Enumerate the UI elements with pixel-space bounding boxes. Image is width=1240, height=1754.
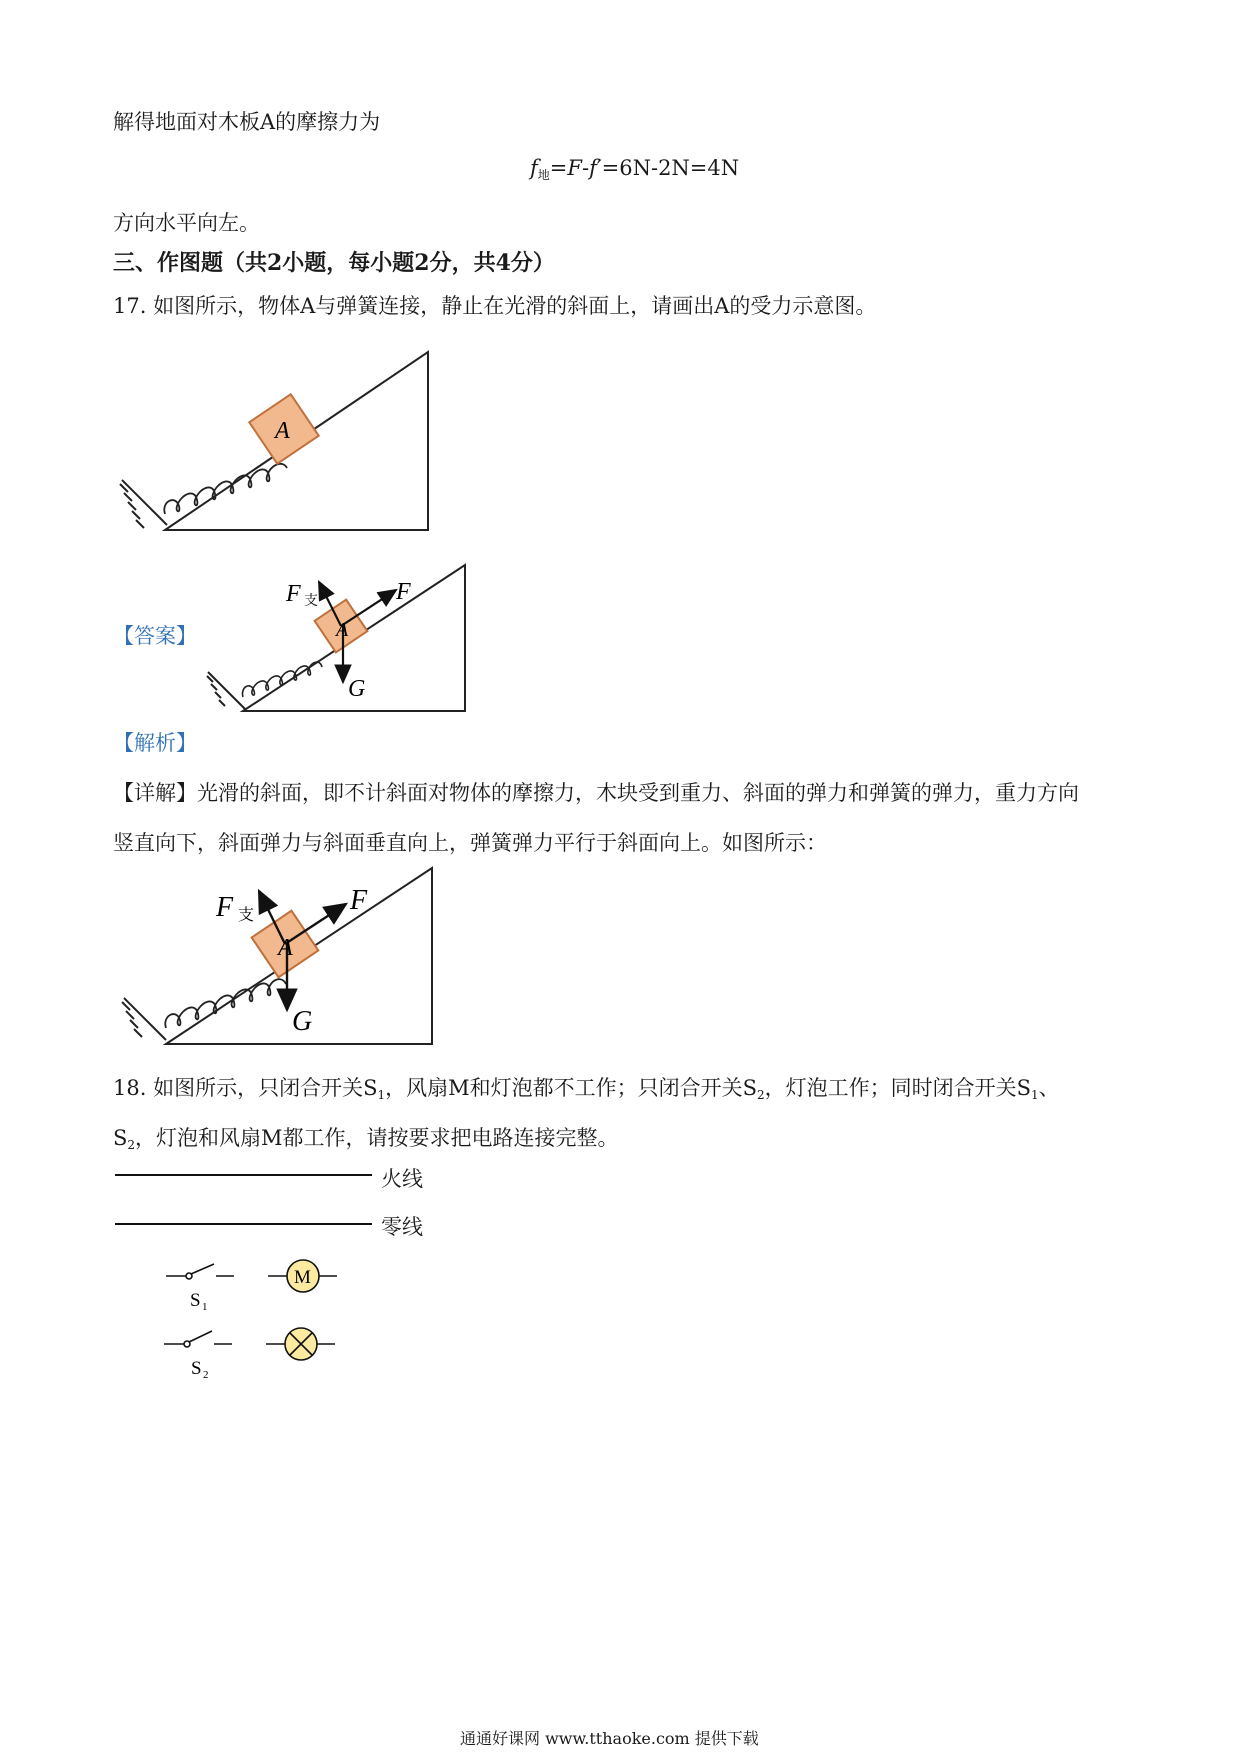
answer-block-label: A bbox=[336, 619, 349, 641]
switch-s1-sub: 1 bbox=[202, 1301, 208, 1313]
detail-force-n: F bbox=[216, 892, 234, 923]
answer-force-g: G bbox=[348, 676, 366, 702]
lamp-symbol bbox=[266, 1328, 335, 1360]
answer-label: 【答案】 bbox=[113, 624, 197, 648]
detail-force-n-sub: 支 bbox=[238, 907, 255, 924]
detail-block-label: A bbox=[278, 935, 293, 961]
q18-line1: 18. 如图所示，只闭合开关$S_1$，风扇M和灯泡都不工作；只闭合开关$S_2$，灯泡工作；同时闭合开关$S_1$、 bbox=[113, 1076, 1060, 1102]
block-a-label: A bbox=[275, 418, 290, 444]
switch-s2-sub: 2 bbox=[203, 1369, 209, 1381]
switch-s1 bbox=[166, 1264, 234, 1279]
formula-F: F bbox=[567, 156, 582, 180]
detail-label: 【详解】 bbox=[113, 781, 197, 805]
motor-label: M bbox=[294, 1267, 311, 1288]
detail-force-f: F bbox=[350, 885, 368, 916]
prev-line3: 方向水平向左。 bbox=[113, 211, 260, 235]
formula-fprime: f′ bbox=[589, 156, 602, 180]
formula-tail: =6N-2N=4N bbox=[601, 156, 740, 180]
prev-line1: 解得地面对木板A的摩擦力为 bbox=[113, 110, 381, 134]
footer-text: 通通好课网 www.tthaoke.com 提供下载 bbox=[460, 1729, 759, 1748]
answer-force-f: F bbox=[396, 579, 411, 605]
analysis-label: 【解析】 bbox=[113, 731, 197, 755]
formula-minus: - bbox=[581, 156, 590, 180]
formula-f: f bbox=[530, 156, 538, 180]
answer-force-n-sub: 支 bbox=[304, 594, 318, 609]
formula-f-sub: 地 bbox=[537, 168, 550, 182]
switch-s2-label: S bbox=[191, 1358, 202, 1379]
switch-s1-label: S bbox=[190, 1290, 201, 1311]
detail-force-g: G bbox=[292, 1006, 313, 1037]
detail-line2: 竖直向下，斜面弹力与斜面垂直向上，弹簧弹力平行于斜面向上。如图所示： bbox=[113, 831, 827, 855]
formula-eq: = bbox=[549, 156, 568, 180]
section-heading: 三、作图题（共2小题，每小题2分，共4分） bbox=[113, 250, 555, 276]
live-wire-label: 火线 bbox=[381, 1167, 423, 1191]
neutral-wire-label: 零线 bbox=[381, 1215, 423, 1239]
switch-s2 bbox=[164, 1331, 232, 1347]
answer-force-n: F bbox=[286, 581, 301, 607]
detail-text1: 光滑的斜面，即不计斜面对物体的摩擦力，木块受到重力、斜面的弹力和弹簧的弹力，重力方向 bbox=[197, 781, 1079, 805]
q17-text: 17. 如图所示，物体A与弹簧连接，静止在光滑的斜面上，请画出A的受力示意图。 bbox=[113, 294, 877, 318]
q18-line2: $S_2$，灯泡和风扇M都工作，请按要求把电路连接完整。 bbox=[113, 1126, 619, 1152]
